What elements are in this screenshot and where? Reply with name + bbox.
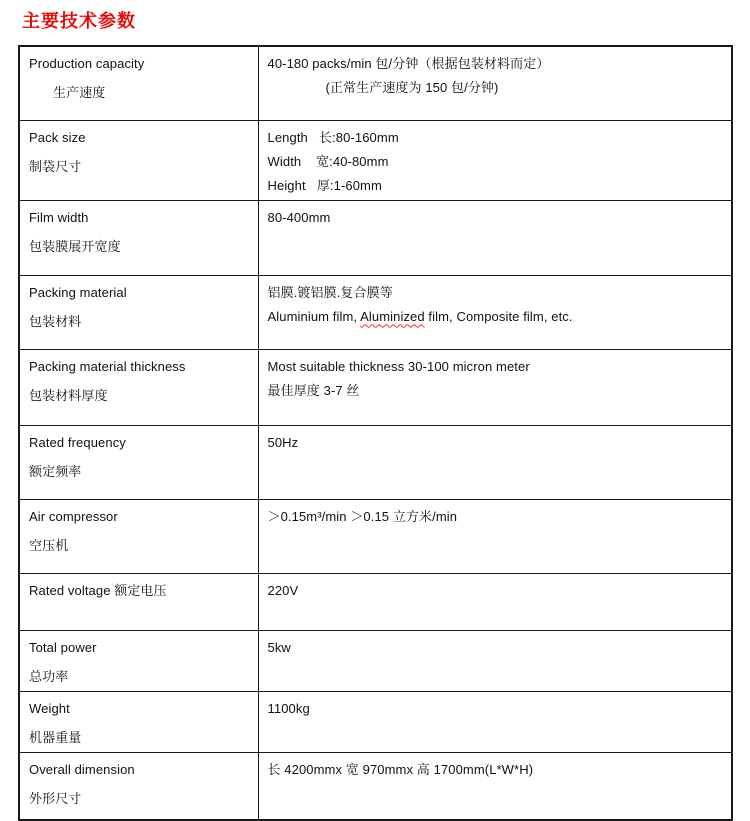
value-cell xyxy=(258,46,732,120)
value-line xyxy=(268,305,724,329)
param-en: Rated frequency xyxy=(29,434,126,450)
value-cell xyxy=(258,499,732,573)
value-cell xyxy=(258,349,732,425)
value-cell xyxy=(258,691,732,752)
value-line: 1100kg xyxy=(267,700,310,716)
table-row-rated-frequency xyxy=(19,425,732,499)
param-en: Weight xyxy=(29,700,70,716)
param-cell xyxy=(19,120,258,200)
param-cn: 空压机 xyxy=(29,537,69,553)
param-cell xyxy=(19,275,258,349)
param-cell xyxy=(19,691,258,752)
table-row-production-capacity xyxy=(19,46,732,120)
value-cell xyxy=(258,200,732,275)
value-line: 80-400mm xyxy=(267,209,331,225)
value-cell xyxy=(258,120,732,200)
table-row-air-compressor xyxy=(19,499,732,573)
param-cell xyxy=(19,630,258,691)
table-row-overall-dimension xyxy=(19,752,732,820)
value-line: 长 4200mmx 宽 970mmx 高 1700mm(L*W*H) xyxy=(267,761,534,777)
value-cell xyxy=(258,573,732,630)
table-row-weight xyxy=(19,691,732,752)
param-cn: 总功率 xyxy=(29,668,69,684)
param-en: Packing material xyxy=(29,284,127,300)
param-cn: 制袋尺寸 xyxy=(29,158,82,174)
misspelling-underlined-word: Aluminized xyxy=(360,308,425,324)
param-en: Film width xyxy=(29,209,89,225)
value-line: 最佳厚度 3-7 丝 xyxy=(267,382,360,398)
value-text: Aluminium film, xyxy=(267,308,361,324)
param-cn: 外形尺寸 xyxy=(29,790,82,806)
value-line: 40-180 packs/min 包/分钟（根据包装材料而定） xyxy=(267,56,550,71)
value-line: 220V xyxy=(267,582,299,598)
param-en: Pack size xyxy=(29,129,86,145)
param-cell xyxy=(19,752,258,820)
param-cell xyxy=(19,499,258,573)
value-line: Most suitable thickness 30-100 micron meter xyxy=(267,358,530,374)
value-line: 5kw xyxy=(267,639,291,655)
param-cn: 机器重量 xyxy=(29,729,82,745)
param-en: Rated voltage 额定电压 xyxy=(29,582,167,598)
value-cell xyxy=(258,425,732,499)
value-cell xyxy=(258,275,732,349)
value-line: 铝膜.镀铝膜.复合膜等 xyxy=(267,284,393,300)
value-cell xyxy=(258,752,732,820)
value-line: Width 宽:40-80mm xyxy=(267,153,389,169)
value-line: ＞0.15m³/min ＞0.15 立方米/min xyxy=(267,508,458,524)
value-line: Height 厚:1-60mm xyxy=(267,177,382,193)
param-cell xyxy=(19,573,258,630)
table-row-packing-material xyxy=(19,275,732,349)
value-line: Length 长:80-160mm xyxy=(267,129,399,145)
param-en: Overall dimension xyxy=(29,761,135,777)
table-row-pack-size xyxy=(19,120,732,200)
table-row-packing-material-thickness xyxy=(19,349,732,425)
param-cell xyxy=(19,46,258,120)
param-en: Production capacity xyxy=(29,56,145,71)
value-line: 50Hz xyxy=(267,434,299,450)
table-row-total-power xyxy=(19,630,732,691)
value-line: (正常生产速度为 150 包/分钟) xyxy=(325,80,499,95)
param-en: Air compressor xyxy=(29,508,118,524)
table-row-film-width xyxy=(19,200,732,275)
param-en: Packing material thickness xyxy=(29,358,186,374)
param-cell xyxy=(19,349,258,425)
table-row-rated-voltage xyxy=(19,573,732,630)
param-cell xyxy=(19,200,258,275)
param-cn: 额定频率 xyxy=(29,463,82,479)
param-en: Total power xyxy=(29,639,97,655)
value-text: film, Composite film, etc. xyxy=(424,308,573,324)
param-cn: 包装材料厚度 xyxy=(29,387,108,403)
param-cn: 包装材料 xyxy=(29,313,82,329)
param-cell xyxy=(19,425,258,499)
param-cn: 包装膜展开宽度 xyxy=(29,238,121,254)
param-cn: 生产速度 xyxy=(53,85,106,100)
spec-table xyxy=(18,45,733,821)
page-title: 主要技术参数 xyxy=(22,11,136,31)
value-cell xyxy=(258,630,732,691)
